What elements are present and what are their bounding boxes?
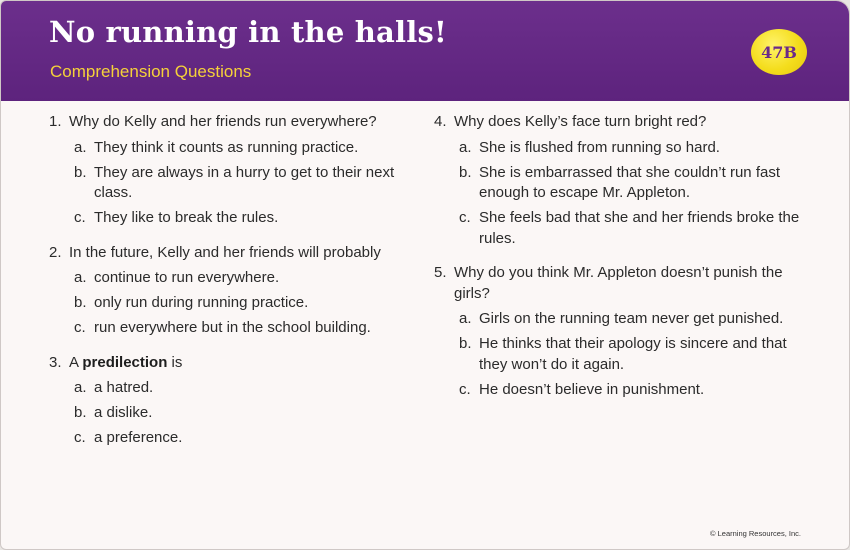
option-letter: c. bbox=[74, 209, 86, 226]
answer-option bbox=[49, 293, 409, 314]
copyright-notice: © Learning Resources, Inc. bbox=[710, 529, 801, 538]
question-text: Why does Kelly’s face turn bright red? bbox=[454, 113, 707, 130]
answer-option bbox=[49, 268, 409, 289]
answer-option bbox=[49, 163, 409, 204]
question-text-prefix: A bbox=[69, 353, 83, 371]
answer-option bbox=[49, 378, 409, 399]
card-header bbox=[1, 1, 850, 101]
answer-option bbox=[49, 428, 409, 449]
option-text: He doesn’t believe in punishment. bbox=[479, 380, 705, 398]
option-letter: b. bbox=[459, 163, 472, 181]
option-letter: a. bbox=[74, 138, 87, 156]
option-letter: a. bbox=[459, 310, 472, 327]
option-text: They are always in a hurry to get to their next class. bbox=[94, 163, 395, 201]
option-letter: c. bbox=[459, 380, 471, 398]
answer-option bbox=[434, 138, 804, 159]
answer-option bbox=[434, 380, 804, 401]
option-letter: b. bbox=[459, 335, 472, 352]
option-letter: b. bbox=[74, 163, 87, 181]
question-number: 4. bbox=[434, 113, 447, 130]
option-letter: a. bbox=[74, 379, 87, 396]
option-text: a preference. bbox=[94, 429, 183, 446]
question-text bbox=[69, 353, 409, 374]
question-number: 1. bbox=[49, 113, 62, 130]
question-text: Why do Kelly and her friends run everywhere? bbox=[69, 113, 377, 130]
answer-option bbox=[49, 208, 409, 229]
question-number: 3. bbox=[49, 353, 62, 371]
option-text: They think it counts as running practice. bbox=[94, 138, 359, 156]
option-text: run everywhere but in the school building. bbox=[94, 319, 371, 336]
question-2 bbox=[49, 243, 409, 339]
right-question-column bbox=[434, 112, 804, 414]
answer-option bbox=[49, 138, 409, 159]
option-text: She feels bad that she and her friends broke the rules. bbox=[479, 209, 800, 247]
option-text: She is embarrassed that she couldn’t run fast enough to escape Mr. Appleton. bbox=[479, 163, 780, 201]
option-letter: c. bbox=[74, 429, 86, 446]
option-text: Girls on the running team never get punished. bbox=[479, 310, 784, 327]
card-number-badge: 47B bbox=[751, 29, 807, 75]
option-letter: a. bbox=[459, 138, 472, 156]
option-text: only run during running practice. bbox=[94, 294, 309, 311]
option-text: continue to run everywhere. bbox=[94, 269, 280, 286]
option-text: He thinks that their apology is sincere and that they won’t do it again. bbox=[479, 335, 787, 373]
question-text: In the future, Kelly and her friends will probably bbox=[69, 243, 381, 261]
option-text: a hatred. bbox=[94, 379, 154, 396]
answer-option bbox=[49, 318, 409, 339]
question-number: 5. bbox=[434, 264, 447, 281]
option-letter: b. bbox=[74, 294, 87, 311]
left-question-column bbox=[49, 112, 409, 463]
card-title: No running in the halls! bbox=[49, 15, 447, 49]
option-text: She is flushed from running so hard. bbox=[479, 138, 720, 156]
question-3 bbox=[49, 353, 409, 449]
question-text-suffix: is bbox=[167, 353, 183, 371]
option-letter: c. bbox=[74, 319, 86, 336]
question-1 bbox=[49, 112, 409, 229]
option-text: a dislike. bbox=[94, 404, 153, 421]
card-subtitle: Comprehension Questions bbox=[50, 62, 252, 81]
vocabulary-word: predilection bbox=[82, 353, 168, 371]
option-text: They like to break the rules. bbox=[94, 209, 279, 226]
question-4 bbox=[434, 112, 804, 249]
option-letter: a. bbox=[74, 269, 87, 286]
answer-option bbox=[434, 208, 804, 249]
option-letter: c. bbox=[459, 209, 471, 226]
answer-option bbox=[434, 334, 804, 375]
answer-option bbox=[49, 403, 409, 424]
question-5 bbox=[434, 263, 804, 400]
question-text: Why do you think Mr. Appleton doesn’t punish the girls? bbox=[454, 264, 783, 302]
question-number: 2. bbox=[49, 243, 62, 261]
answer-option bbox=[434, 163, 804, 204]
option-letter: b. bbox=[74, 404, 87, 421]
answer-option bbox=[434, 309, 804, 330]
